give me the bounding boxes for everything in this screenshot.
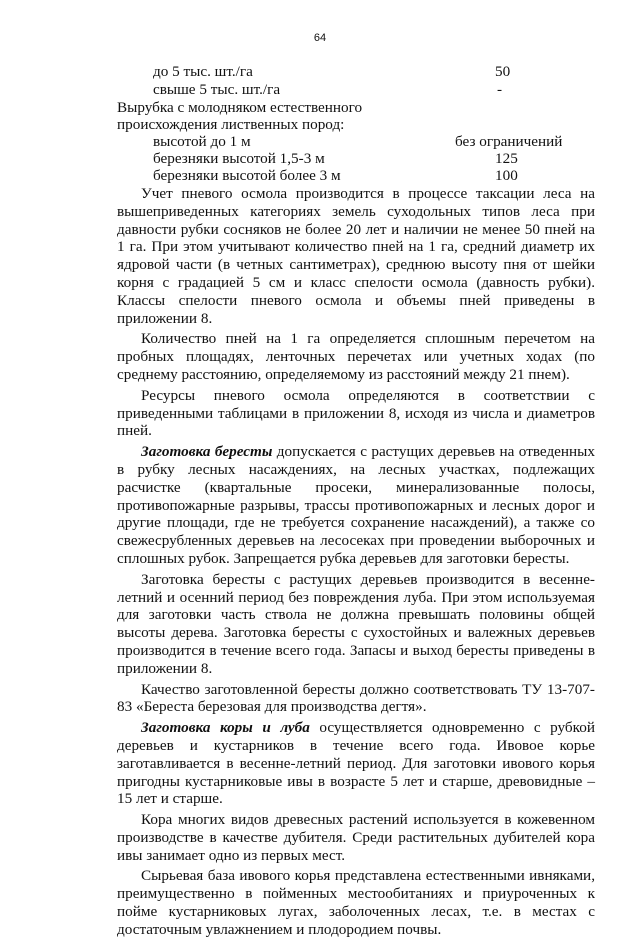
paragraph-birch-bark-season: Заготовка бересты с растущих деревьев производится в весенне-летний и осенний период без повреждения луба. При этом используемая для заготовки часть ствола не должна превышать половины общей высоты дерева. Заготовка бересты с сухостойных и валежных деревьев производится в течение всего года. Запасы и выход бересты приведены в приложении 8. bbox=[117, 570, 595, 677]
table-row-label: свыше 5 тыс. шт./га bbox=[153, 81, 281, 98]
table-row-label: до 5 тыс. шт./га bbox=[153, 63, 253, 80]
table-row-value: - bbox=[497, 81, 503, 98]
paragraph-stump-resin-accounting: Учет пневого осмола производится в процессе таксации леса на вышеприведенных категориях земель суходольных типов леса при давности рубки сосняков не более 20 лет и наличии не менее 50 пней на 1 га. При этом учитывают количество пней на 1 га, средний диаметр их ядровой части (в четных сантиметрах), среднюю высоту пня от шейки корня с градацией 5 см и класс спелости осмола (давность рубки). Классы спелости пневого осмола и объемы пней приведены в приложении 8. bbox=[117, 185, 595, 327]
paragraph-bark-bast-harvesting bbox=[117, 719, 595, 808]
page-number: 64 bbox=[313, 32, 327, 44]
paragraph-birch-bark-quality: Качество заготовленной бересты должно соответствовать ТУ 13-707-83 «Береста березовая для производства дегтя». bbox=[117, 680, 595, 716]
table-row-value: 50 bbox=[495, 63, 511, 80]
table-row-label: высотой до 1 м bbox=[153, 133, 251, 150]
paragraph-text: осуществляется одновременно с рубкой деревьев и кустарников в течение всего года. Ивовое корье заготавливается в весенне-летний период. Для заготовки ивового корья пригодны кустарниковые ивы в возрасте 5 лет и старше, древовидные – 15 лет и старше. bbox=[117, 719, 595, 808]
term-bark-bast-harvesting: Заготовка коры и луба bbox=[141, 719, 310, 737]
body-text bbox=[117, 185, 595, 942]
paragraph-text: допускается с растущих деревьев на отведенных в рубку лесных насаждениях, на лесных участках, подлежащих расчистке (квартальные просеки, минерализованные полосы, противопожарные разрывы, трассы противопожарных и лесных дорог и другие площади, где не требуется сохранение насаждений), а также со свежесрубленных деревьев на лесосеках при проведении выборочных и сплошных рубок. Запрещается рубка деревьев для заготовки бересты. bbox=[117, 443, 595, 567]
paragraph-resin-resources: Ресурсы пневого осмола определяются в соответствии с приведенными таблицами в приложении 8, исходя из числа и диаметров пней. bbox=[117, 386, 595, 440]
table-row-label: березняки высотой более 3 м bbox=[153, 167, 341, 184]
table-section-heading: происхождения лиственных пород: bbox=[117, 116, 345, 133]
paragraph-stump-count: Количество пней на 1 га определяется сплошным перечетом на пробных площадях, ленточных перечетах или учетных ходах (по среднему расстоянию, определяемому из расстояний между 21 пнем). bbox=[117, 330, 595, 383]
paragraph-birch-bark-harvesting bbox=[117, 443, 595, 568]
table-row-label: березняки высотой 1,5-3 м bbox=[153, 150, 325, 167]
table-row-value: 125 bbox=[495, 150, 518, 167]
paragraph-tanning-bark: Кора многих видов древесных растений используется в кожевенном производстве в качестве дубителя. Среди растительных дубителей кора ивы занимает одно из первых мест. bbox=[117, 811, 595, 864]
table-row-value: без ограничений bbox=[455, 133, 563, 150]
table-row-value: 100 bbox=[495, 167, 518, 184]
term-birch-bark-harvesting: Заготовка бересты bbox=[141, 443, 273, 461]
paragraph-willow-bark-base: Сырьевая база ивового корья представлена естественными ивняками, преимущественно в пойменных местообитаниях и приуроченных к пойме кустарниковых лугах, заболоченных лесах, т.е. в местах с достаточным увлажнением и плодородием почвы. bbox=[117, 867, 595, 938]
table-section-heading: Вырубка с молодняком естественного bbox=[117, 99, 363, 116]
